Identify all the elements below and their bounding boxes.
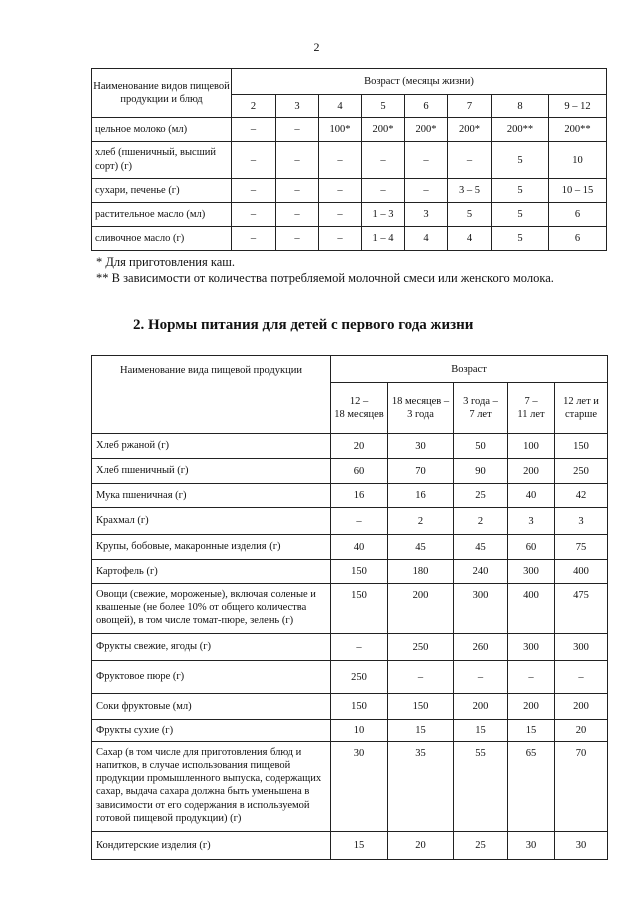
cell-value: 90 <box>454 459 508 484</box>
table-row <box>92 459 608 484</box>
cell-value: 55 <box>454 742 508 832</box>
table-row <box>92 535 608 560</box>
cell-value: – <box>405 142 448 179</box>
cell-value: – <box>448 142 492 179</box>
table1-month-header: 7 <box>448 95 492 118</box>
age-line-1: 12 – <box>349 395 369 407</box>
age-line-1: 3 года – <box>463 395 498 407</box>
cell-value: – <box>276 179 319 203</box>
table-row <box>92 742 608 832</box>
cell-value: 300 <box>508 634 555 661</box>
cell-value: 150 <box>555 434 608 459</box>
cell-value: 3 <box>405 203 448 227</box>
table-row <box>92 142 607 179</box>
cell-value: 35 <box>388 742 454 832</box>
cell-value: 4 <box>448 227 492 251</box>
cell-value: 300 <box>508 560 555 584</box>
footnote-1: * Для приготовления каш. <box>96 255 236 269</box>
age-line-2: 3 года <box>407 409 434 420</box>
table2-age-group-header <box>331 383 388 434</box>
cell-value: – <box>232 118 276 142</box>
cell-value: 5 <box>448 203 492 227</box>
table1-month-header: 4 <box>319 95 362 118</box>
table-row <box>92 508 608 535</box>
row-label: цельное молоко (мл) <box>92 118 232 142</box>
cell-value: 50 <box>454 434 508 459</box>
cell-value: – <box>276 227 319 251</box>
table-row <box>92 661 608 694</box>
cell-value: 2 <box>388 508 454 535</box>
row-label: Сахар (в том числе для приготовления блюд и напитков, в случае использования пищевой продукции промышленного выпуска, содержащих сахар, выдача сахара должна быть уменьшена в зависимости от его содержания в используемой готовой пищевой продукции) (г) <box>92 742 331 832</box>
table-row <box>92 584 608 634</box>
table1-month-header: 5 <box>362 95 405 118</box>
cell-value: 40 <box>508 484 555 508</box>
cell-value: – <box>454 661 508 694</box>
cell-value: 30 <box>508 832 555 860</box>
row-label: Хлеб пшеничный (г) <box>92 459 331 484</box>
cell-value: 5 <box>492 203 549 227</box>
cell-value: 150 <box>331 584 388 634</box>
row-label: Фрукты сухие (г) <box>92 720 331 742</box>
cell-value: 150 <box>331 560 388 584</box>
table2-age-group-header <box>555 383 608 434</box>
cell-value: – <box>319 179 362 203</box>
footnotes <box>96 254 554 286</box>
cell-value: 30 <box>555 832 608 860</box>
cell-value: 180 <box>388 560 454 584</box>
cell-value: 30 <box>388 434 454 459</box>
cell-value: – <box>555 661 608 694</box>
cell-value: – <box>388 661 454 694</box>
cell-value: – <box>362 142 405 179</box>
cell-value: 30 <box>331 742 388 832</box>
cell-value: 240 <box>454 560 508 584</box>
table2-name-header: Наименование вида пищевой продукции <box>92 356 331 434</box>
table-row <box>92 694 608 720</box>
cell-value: 15 <box>388 720 454 742</box>
cell-value: 250 <box>331 661 388 694</box>
row-label: Картофель (г) <box>92 560 331 584</box>
cell-value: 5 <box>492 142 549 179</box>
cell-value: – <box>232 203 276 227</box>
footnote-2: ** В зависимости от количества потребляемой молочной смеси или женского молока. <box>96 271 554 285</box>
cell-value: 300 <box>555 634 608 661</box>
table-row <box>92 203 607 227</box>
row-label: хлеб (пшеничный, высший сорт) (г) <box>92 142 232 179</box>
cell-value: 10 <box>549 142 607 179</box>
cell-value: 3 <box>555 508 608 535</box>
cell-value: 25 <box>454 484 508 508</box>
cell-value: 25 <box>454 832 508 860</box>
child-nutrition-table <box>91 355 608 860</box>
cell-value: – <box>405 179 448 203</box>
cell-value: 200 <box>454 694 508 720</box>
cell-value: – <box>319 203 362 227</box>
age-line-2: 7 лет <box>469 409 492 420</box>
section-title: 2. Нормы питания для детей с первого года жизни <box>133 317 474 333</box>
cell-value: 16 <box>388 484 454 508</box>
row-label: Крахмал (г) <box>92 508 331 535</box>
table-row <box>92 560 608 584</box>
cell-value: 400 <box>508 584 555 634</box>
table-row <box>92 227 607 251</box>
table-row <box>92 634 608 661</box>
cell-value: 200 <box>508 694 555 720</box>
cell-value: 300 <box>454 584 508 634</box>
cell-value: 70 <box>555 742 608 832</box>
table2-age-group-header <box>454 383 508 434</box>
cell-value: 200* <box>405 118 448 142</box>
cell-value: – <box>232 179 276 203</box>
cell-value: 60 <box>331 459 388 484</box>
cell-value: 20 <box>331 434 388 459</box>
cell-value: – <box>276 203 319 227</box>
cell-value: 3 <box>508 508 555 535</box>
cell-value: – <box>331 634 388 661</box>
age-line-2: 11 лет <box>517 409 545 420</box>
cell-value: 16 <box>331 484 388 508</box>
cell-value: 10 <box>331 720 388 742</box>
table-row <box>92 720 608 742</box>
cell-value: 100* <box>319 118 362 142</box>
row-label: Фруктовое пюре (г) <box>92 661 331 694</box>
cell-value: – <box>331 508 388 535</box>
table1-month-header: 6 <box>405 95 448 118</box>
cell-value: – <box>508 661 555 694</box>
age-line-1: 12 лет и <box>563 395 599 407</box>
table2-age-header: Возраст <box>331 356 608 383</box>
cell-value: 15 <box>454 720 508 742</box>
cell-value: 5 <box>492 179 549 203</box>
cell-value: 5 <box>492 227 549 251</box>
age-line-1: 18 месяцев – <box>391 395 450 407</box>
cell-value: – <box>276 142 319 179</box>
cell-value: 2 <box>454 508 508 535</box>
cell-value: 1 – 4 <box>362 227 405 251</box>
cell-value: 65 <box>508 742 555 832</box>
cell-value: 200 <box>508 459 555 484</box>
table1-month-header: 2 <box>232 95 276 118</box>
cell-value: 200* <box>362 118 405 142</box>
row-label: Соки фруктовые (мл) <box>92 694 331 720</box>
table1-month-header: 8 <box>492 95 549 118</box>
cell-value: 15 <box>508 720 555 742</box>
cell-value: 20 <box>388 832 454 860</box>
cell-value: – <box>232 227 276 251</box>
cell-value: 150 <box>388 694 454 720</box>
table-row <box>92 434 608 459</box>
cell-value: 100 <box>508 434 555 459</box>
cell-value: 260 <box>454 634 508 661</box>
cell-value: – <box>276 118 319 142</box>
cell-value: 45 <box>454 535 508 560</box>
table1-age-header: Возраст (месяцы жизни) <box>232 69 607 95</box>
row-label: сухари, печенье (г) <box>92 179 232 203</box>
cell-value: – <box>319 142 362 179</box>
cell-value: 6 <box>549 227 607 251</box>
cell-value: – <box>232 142 276 179</box>
cell-value: 1 – 3 <box>362 203 405 227</box>
cell-value: 10 – 15 <box>549 179 607 203</box>
table-row <box>92 832 608 860</box>
cell-value: 200 <box>388 584 454 634</box>
table2-age-group-header <box>388 383 454 434</box>
cell-value: 75 <box>555 535 608 560</box>
cell-value: 60 <box>508 535 555 560</box>
cell-value: – <box>319 227 362 251</box>
row-label: Овощи (свежие, мороженые), включая соленые и квашеные (не более 10% от общего количества овощей), в том числе томат-пюре, зелень (г) <box>92 584 331 634</box>
table-row <box>92 118 607 142</box>
table-row <box>92 179 607 203</box>
row-label: сливочное масло (г) <box>92 227 232 251</box>
cell-value: 475 <box>555 584 608 634</box>
cell-value: 200** <box>549 118 607 142</box>
page-number: 2 <box>313 40 320 54</box>
row-label: Кондитерские изделия (г) <box>92 832 331 860</box>
age-line-2: старше <box>564 409 598 420</box>
row-label: Фрукты свежие, ягоды (г) <box>92 634 331 661</box>
table2-age-group-header <box>508 383 555 434</box>
cell-value: 200* <box>448 118 492 142</box>
cell-value: 4 <box>405 227 448 251</box>
table1-month-header: 3 <box>276 95 319 118</box>
row-label: Мука пшеничная (г) <box>92 484 331 508</box>
cell-value: 40 <box>331 535 388 560</box>
age-line-1: 7 – <box>524 395 538 407</box>
table-row <box>92 484 608 508</box>
cell-value: 15 <box>331 832 388 860</box>
cell-value: 250 <box>555 459 608 484</box>
row-label: Хлеб ржаной (г) <box>92 434 331 459</box>
cell-value: 70 <box>388 459 454 484</box>
cell-value: 3 – 5 <box>448 179 492 203</box>
cell-value: 200** <box>492 118 549 142</box>
cell-value: – <box>362 179 405 203</box>
cell-value: 200 <box>555 694 608 720</box>
cell-value: 42 <box>555 484 608 508</box>
table1-name-header: Наименование видов пищевой продукции и блюд <box>92 69 232 118</box>
row-label: Крупы, бобовые, макаронные изделия (г) <box>92 535 331 560</box>
table1-month-header: 9 – 12 <box>549 95 607 118</box>
cell-value: 6 <box>549 203 607 227</box>
cell-value: 400 <box>555 560 608 584</box>
cell-value: 250 <box>388 634 454 661</box>
cell-value: 45 <box>388 535 454 560</box>
cell-value: 20 <box>555 720 608 742</box>
age-line-2: 18 месяцев <box>334 409 384 420</box>
row-label: растительное масло (мл) <box>92 203 232 227</box>
infant-food-table <box>91 68 607 251</box>
cell-value: 150 <box>331 694 388 720</box>
